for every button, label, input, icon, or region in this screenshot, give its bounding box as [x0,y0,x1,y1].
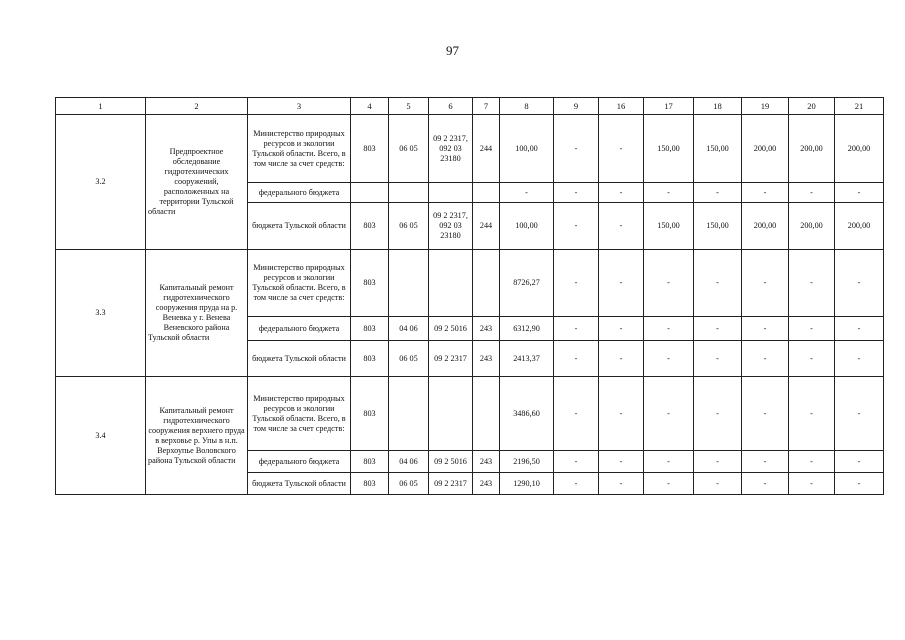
cell: 803 [351,473,389,495]
cell: 200,00 [835,115,884,183]
header-cell: 4 [351,98,389,115]
item-name: Предпроектное обследование гидротехнических сооружений, расположенных на территории Тульской области [146,115,248,250]
cell: 200,00 [835,203,884,250]
header-cell: 17 [644,98,694,115]
cell: 04 06 [389,451,429,473]
cell: - [599,115,644,183]
header-cell: 8 [500,98,554,115]
cell: 04 06 [389,317,429,341]
cell [473,183,500,203]
cell: - [789,317,835,341]
cell [429,183,473,203]
item-name: Капитальный ремонт гидротехнического сооружения верхнего пруда в верховье р. Упы в н.п. Верхоупье Воловского района Тульской области [146,377,248,495]
cell: - [835,341,884,377]
cell: 06 05 [389,115,429,183]
item-name: Капитальный ремонт гидротехнического сооружения пруда на р. Веневка у г. Венева Веневского района Тульской области [146,250,248,377]
header-cell: 2 [146,98,248,115]
cell: 09 2 5016 [429,317,473,341]
cell: 803 [351,203,389,250]
cell: - [644,317,694,341]
cell: - [789,341,835,377]
cell [389,183,429,203]
cell: 243 [473,341,500,377]
header-cell: 9 [554,98,599,115]
cell: 2413,37 [500,341,554,377]
cell: 803 [351,341,389,377]
header-cell: 21 [835,98,884,115]
cell: 244 [473,115,500,183]
cell [389,377,429,451]
cell: 803 [351,250,389,317]
cell: - [644,250,694,317]
cell: - [694,473,742,495]
funding-source: бюджета Тульской области [248,341,351,377]
cell: - [644,473,694,495]
cell: 100,00 [500,203,554,250]
cell: - [500,183,554,203]
cell: - [644,451,694,473]
cell [429,250,473,317]
cell: 803 [351,377,389,451]
cell: 09 2 2317, 092 03 23180 [429,203,473,250]
cell: - [835,473,884,495]
cell: - [599,203,644,250]
cell: - [789,473,835,495]
cell [473,377,500,451]
header-cell: 19 [742,98,789,115]
cell: 09 2 2317 [429,473,473,495]
funding-source: бюджета Тульской области [248,473,351,495]
cell: - [554,183,599,203]
cell: - [694,317,742,341]
cell: - [694,183,742,203]
cell: 150,00 [644,115,694,183]
cell: 09 2 2317 [429,341,473,377]
header-cell: 5 [389,98,429,115]
cell: - [789,451,835,473]
cell: - [694,377,742,451]
budget-table [55,97,884,495]
cell: 200,00 [742,115,789,183]
cell: - [835,377,884,451]
cell: - [694,451,742,473]
header-cell: 20 [789,98,835,115]
cell: 6312,90 [500,317,554,341]
cell: - [599,473,644,495]
cell: - [835,183,884,203]
cell: - [599,451,644,473]
cell: 243 [473,317,500,341]
cell: - [599,183,644,203]
cell: 200,00 [742,203,789,250]
cell: 150,00 [644,203,694,250]
cell: - [554,473,599,495]
cell: 09 2 2317, 092 03 23180 [429,115,473,183]
page-number: 97 [446,43,459,58]
header-cell: 6 [429,98,473,115]
cell: 150,00 [694,115,742,183]
cell: - [835,451,884,473]
funding-source: Министерство природных ресурсов и экологии Тульской области. Всего, в том числе за счет средств: [248,250,351,317]
cell: - [742,377,789,451]
cell: 150,00 [694,203,742,250]
cell: - [644,377,694,451]
cell: - [742,473,789,495]
cell: - [742,183,789,203]
cell [429,377,473,451]
cell [473,250,500,317]
funding-source: федерального бюджета [248,451,351,473]
header-cell: 18 [694,98,742,115]
table-row [56,250,884,317]
cell: - [554,341,599,377]
cell: - [599,250,644,317]
cell: - [789,183,835,203]
funding-source: Министерство природных ресурсов и экологии Тульской области. Всего, в том числе за счет средств: [248,377,351,451]
cell: 1290,10 [500,473,554,495]
cell: 09 2 5016 [429,451,473,473]
cell: - [554,377,599,451]
cell: - [644,183,694,203]
cell: - [742,317,789,341]
cell: - [554,451,599,473]
cell: 200,00 [789,203,835,250]
cell [389,250,429,317]
header-cell: 16 [599,98,644,115]
cell: - [835,250,884,317]
header-cell: 7 [473,98,500,115]
cell: - [599,341,644,377]
cell: 200,00 [789,115,835,183]
cell [351,183,389,203]
table-row [56,377,884,451]
cell: 06 05 [389,473,429,495]
cell: - [694,250,742,317]
cell: - [554,203,599,250]
cell: - [742,341,789,377]
cell: 803 [351,451,389,473]
column-header-row [56,98,884,115]
cell: - [742,250,789,317]
cell: 2196,50 [500,451,554,473]
cell: - [789,250,835,317]
cell: - [835,317,884,341]
cell: 243 [473,451,500,473]
cell: - [694,341,742,377]
cell: 803 [351,115,389,183]
cell: - [742,451,789,473]
cell: - [554,115,599,183]
cell: 06 05 [389,341,429,377]
funding-source: Министерство природных ресурсов и экологии Тульской области. Всего, в том числе за счет средств: [248,115,351,183]
cell: 243 [473,473,500,495]
funding-source: бюджета Тульской области [248,203,351,250]
funding-source: федерального бюджета [248,183,351,203]
header-cell: 3 [248,98,351,115]
cell: - [599,317,644,341]
table-row [56,115,884,183]
item-number: 3.2 [56,115,146,250]
item-number: 3.3 [56,250,146,377]
cell: - [554,317,599,341]
cell: 244 [473,203,500,250]
item-number: 3.4 [56,377,146,495]
cell: 3486,60 [500,377,554,451]
cell: - [789,377,835,451]
cell: - [644,341,694,377]
cell: 8726,27 [500,250,554,317]
cell: 803 [351,317,389,341]
cell: 100,00 [500,115,554,183]
cell: - [599,377,644,451]
funding-source: федерального бюджета [248,317,351,341]
cell: - [554,250,599,317]
cell: 06 05 [389,203,429,250]
header-cell: 1 [56,98,146,115]
